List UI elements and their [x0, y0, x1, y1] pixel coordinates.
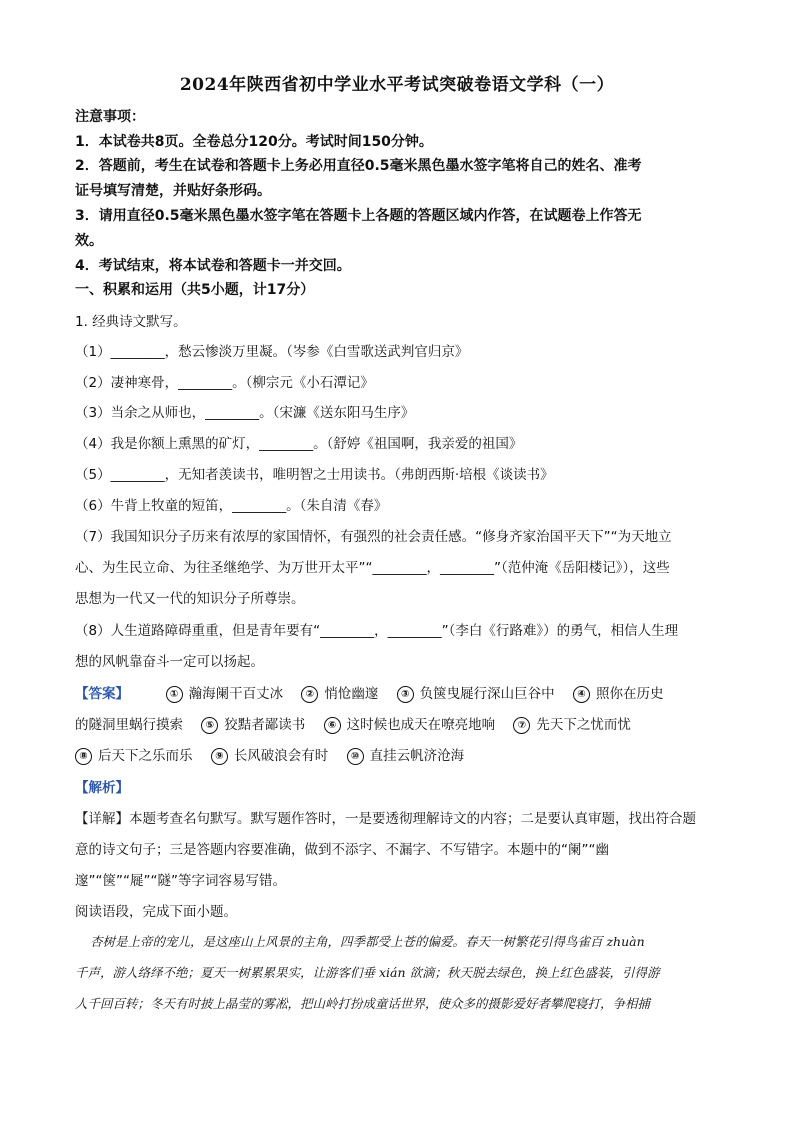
answer-item: ⑧ 后天下之乐而乐	[75, 748, 193, 764]
answer-item: ⑨ 长风破浪会有时	[211, 748, 329, 764]
notice-item: 2．答题前，考生在试卷和答题卡上务必用直径0.5毫米黑色墨水签字笔将自己的姓名、准考	[75, 158, 642, 174]
analysis-label: 【解析】	[75, 780, 129, 796]
question-line: （7）我国知识分子历来有浓厚的家国情怀，有强烈的社会责任感。“修身齐家治国平天下”“为天地立	[75, 529, 672, 545]
notice-heading: 注意事项：	[75, 109, 145, 125]
answer-row	[75, 682, 725, 703]
answer-row	[75, 744, 725, 765]
question-line: （6）牛背上牧童的短笛，________。（朱自清《春》	[75, 498, 388, 514]
reading-passage-line: 杏树是上帝的宠儿，是这座山上风景的主角，四季都受上苍的偏爱。春天一树繁花引得鸟雀百 zhuàn	[90, 934, 645, 949]
question-stem: 1. 经典诗文默写。	[75, 314, 187, 330]
notice-item: 4．考试结束，将本试卷和答题卡一并交回。	[75, 258, 351, 274]
question-line: 心、为生民立命、为往圣继绝学、为万世开太平”“________，________”（范仲淹《岳阳楼记》），这些	[75, 560, 670, 576]
answer-item: ⑤ 狡黠者鄙读书	[201, 717, 305, 733]
section-heading: 一、积累和运用（共5小题，计17分）	[75, 282, 315, 298]
analysis-line: 邃”“箧”“屣”“隧”等字词容易写错。	[75, 873, 286, 889]
answer-continuation: 的隧洞里蜗行摸索	[75, 717, 183, 733]
notice-item: 证号填写清楚，并贴好条形码。	[75, 183, 271, 199]
answer-row	[75, 713, 725, 734]
question-line: （2）凄神寒骨，________。（柳宗元《小石潭记》	[75, 375, 374, 391]
answer-item: ③ 负箧曳屣行深山巨谷中	[397, 686, 555, 702]
answer-item: ⑥ 这时候也成天在嘹亮地响	[324, 717, 496, 733]
analysis-line: 【详解】本题考查名句默写。默写题作答时，一是要透彻理解诗文的内容；二是要认真审题，找出符合题	[75, 811, 696, 827]
question-line: （5）________，无知者羡读书，唯明智之士用读书。（弗朗西斯·培根《谈读书》	[75, 467, 554, 483]
answer-item: ① 瀚海阑干百丈冰	[166, 686, 284, 702]
page-title: 2024年陕西省初中学业水平考试突破卷语文学科（一）	[179, 75, 615, 95]
question-line: （8）人生道路障碍重重，但是青年要有“________，________”（李白《行路难》）的勇气，相信人生理	[75, 623, 679, 639]
question-line: （3）当余之从师也，________。（宋濂《送东阳马生序》	[75, 405, 415, 421]
answer-item: ④ 照你在历史	[573, 686, 664, 702]
analysis-line: 意的诗文句子；三是答题内容要准确，做到不添字、不漏字、不写错字。本题中的“阑”“幽	[75, 842, 609, 858]
notice-item: 效。	[75, 233, 103, 249]
notice-item: 1．本试卷共8页。全卷总分120分。考试时间150分钟。	[75, 134, 433, 150]
notice-item: 3．请用直径0.5毫米黑色墨水签字笔在答题卡上各题的答题区域内作答，在试题卷上作答无	[75, 208, 642, 224]
question-line: 思想为一代又一代的知识分子所尊崇。	[75, 591, 305, 607]
reading-intro: 阅读语段，完成下面小题。	[75, 904, 237, 920]
answer-label: 【答案】	[75, 686, 129, 702]
reading-passage-line: 人千回百转；冬天有时披上晶莹的雾凇，把山岭打扮成童话世界，使众多的摄影爱好者攀爬寝打，争相捕	[75, 996, 651, 1011]
question-line: （4）我是你额上熏黑的矿灯，________。（舒婷《祖国啊，我亲爱的祖国》	[75, 436, 523, 452]
reading-passage-line: 千声，游人络绎不绝；夏天一树累累果实，让游客们垂 xián 欲滴；秋天脱去绿色，换上红色盛装，引得游	[75, 965, 660, 980]
answer-item: ② 悄怆幽邃	[301, 686, 378, 702]
answer-item: ⑦ 先天下之忧而忧	[513, 717, 631, 733]
question-line: （1）________，愁云惨淡万里凝。（岑参《白雪歌送武判官归京》	[75, 344, 469, 360]
answer-item: ⑩ 直挂云帆济沧海	[347, 748, 465, 764]
question-line: 想的风帆靠奋斗一定可以扬起。	[75, 654, 264, 670]
